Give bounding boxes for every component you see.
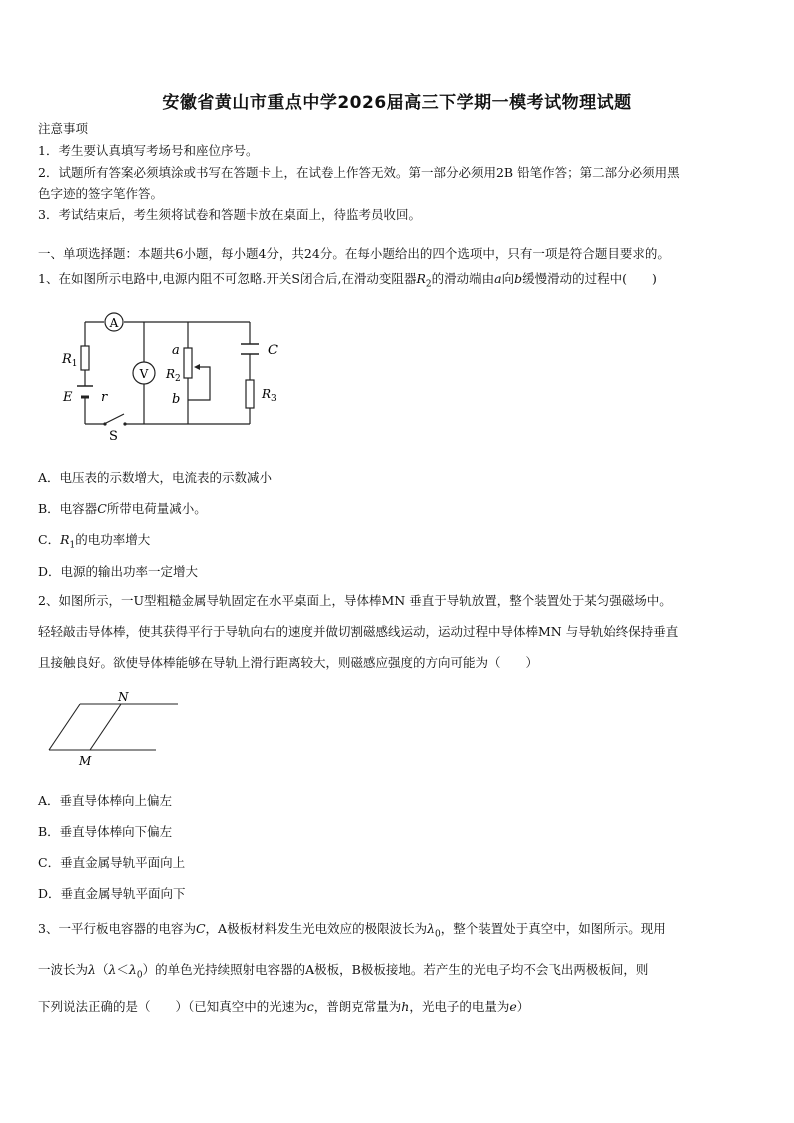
label-n: N [118, 690, 129, 704]
q2-option-c: C．垂直金属导轨平面向上 [38, 855, 186, 870]
r1-label: $R_1$ [62, 352, 78, 369]
switch-contact-left [103, 422, 106, 425]
q2-option-a: A．垂直导体棒向上偏左 [38, 793, 173, 808]
q1-circuit-diagram [55, 308, 295, 443]
capacitor-icon [241, 344, 259, 354]
q2-stem-line3: 且接触良好。欲使导体棒能够在导轨上滑行距离较大，则磁感应强度的方向可能为（ ） [38, 655, 539, 670]
notice-item-1: 1．考生要认真填写考场号和座位序号。 [38, 143, 259, 158]
q3-stem-line2: 一波长为$\lambda(\lambda<\lambda_0)$的单色光持续照射电容器的A极板，B极板接地。若产生的光电子均不会飞出两极板间，则 [38, 962, 649, 981]
notice-heading: 注意事项 [38, 121, 89, 136]
point-a-label: a [172, 343, 180, 358]
q2-rail-diagram [44, 688, 184, 768]
rail-end [49, 704, 80, 750]
voltmeter-label: V [139, 367, 149, 381]
r2-rheostat [184, 348, 192, 378]
q2-option-d: D．垂直金属导轨平面向下 [38, 886, 186, 901]
r1-resistor [81, 346, 89, 370]
point-b-label: b [172, 392, 181, 407]
r2-label: $R_2$ [166, 367, 181, 384]
q1-r2-subscript: 2 [425, 279, 432, 290]
q1-option-a: A．电压表的示数增大，电流表的示数减小 [38, 470, 273, 485]
internal-r-label: r [101, 390, 108, 405]
battery-icon [77, 386, 93, 397]
q1-stem-part3: 向 [501, 271, 515, 286]
ammeter-label: A [109, 316, 119, 330]
q1-stem [38, 271, 657, 293]
label-m: M [79, 754, 92, 768]
q1-stem-part4: 缓慢滑动的过程中( ) [522, 271, 657, 286]
r3-label: $R_3$ [262, 387, 277, 404]
emf-label: E [63, 390, 73, 405]
switch-label: S [109, 429, 118, 443]
q3-stem-line3: 下列说法正确的是（ ）（已知真空中的光速为c，普朗克常量为h，光电子的电量为e） [38, 999, 530, 1014]
notice-item-2: 2．试题所有答案必须填涂或书写在答题卡上，在试卷上作答无效。第一部分必须用2B 铅笔作答；第二部分必须用黑 [38, 165, 680, 180]
q1-stem-part1: 1、在如图所示电路中,电源内阻不可忽略.开关S闭合后,在滑动变阻器 [38, 271, 417, 286]
q1-r2-symbol: R [416, 271, 426, 286]
capacitor-label: C [268, 343, 278, 358]
q1-point-a: a [494, 271, 502, 286]
slider-arrow-icon [194, 364, 200, 370]
q1-option-d: D．电源的输出功率一定增大 [38, 564, 199, 579]
q1-option-b: B．电容器C所带电荷量减小。 [38, 501, 207, 516]
r3-resistor [246, 380, 254, 408]
q1-option-c: C．$R_1$的电功率增大 [38, 532, 151, 551]
q1-point-b: b [514, 271, 523, 286]
q2-stem-line1: 2、如图所示，一U型粗糙金属导轨固定在水平桌面上，导体棒MN 垂直于导轨放置，整个装置处于某匀强磁场中。 [38, 593, 672, 608]
conductor-rod-mn [90, 704, 121, 750]
notice-item-2-cont: 色字迹的签字笔作答。 [38, 186, 164, 201]
section-heading: 一、单项选择题：本题共6小题，每小题4分，共24分。在每小题给出的四个选项中，只有一项是符合题目要求的。 [38, 246, 670, 261]
page-title: 安徽省黄山市重点中学2026届高三下学期一模考试物理试题 [162, 93, 632, 113]
notice-item-3: 3．考试结束后，考生须将试卷和答题卡放在桌面上，待监考员收回。 [38, 207, 421, 222]
q3-stem-line1: 3、一平行板电容器的电容为C，A极板材料发生光电效应的极限波长为$\lambda_0$，整个装置处于真空中，如图所示。现用 [38, 921, 666, 940]
switch-s [106, 414, 124, 423]
switch-contact-right [123, 422, 126, 425]
q2-option-b: B．垂直导体棒向下偏左 [38, 824, 173, 839]
q1-stem-part2: 的滑动端由 [431, 271, 495, 286]
q2-stem-line2: 轻轻敲击导体棒，使其获得平行于导轨向右的速度并做切割磁感线运动，运动过程中导体棒MN 与导轨始终保持垂直 [38, 624, 679, 639]
